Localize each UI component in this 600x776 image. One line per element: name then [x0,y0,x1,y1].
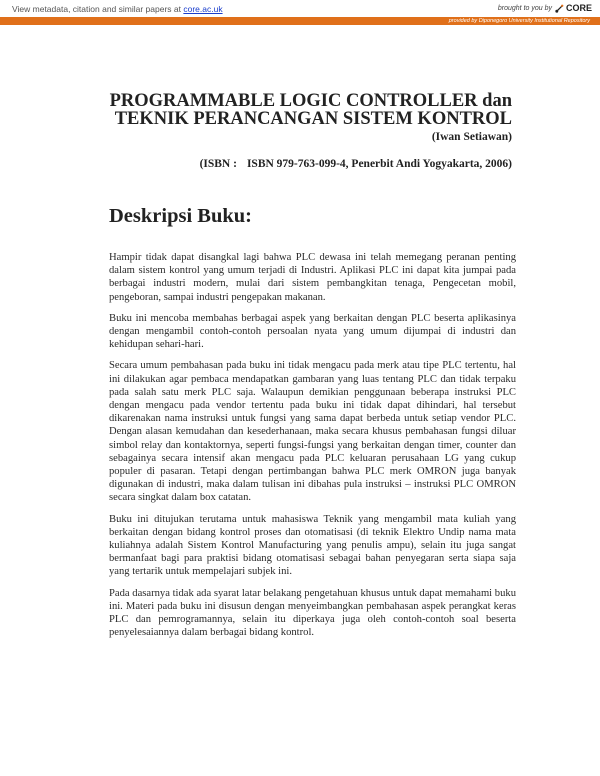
title-line-2: TEKNIK PERANCANGAN SISTEM KONTROL [114,109,512,129]
title-line-1: PROGRAMMABLE LOGIC CONTROLLER dan [109,91,512,111]
core-logo[interactable] [555,3,592,13]
description-body [109,251,516,647]
repository-band [0,17,600,25]
paragraph: Secara umum pembahasan pada buku ini tidak mengacu pada merk atau tipe PLC tertentu, hal ini dilakukan agar pembaca mendapatkan gambaran yang luas tentang PLC dan tidak terpaku pada salah satu merk PLC saja. Walaupun demikian penggunaan beberapa instruksi PLC dengan mengacu pada vendor tertentu pada buku ini tidak dapat dihindari, hal tersebut dikarenakan nama instruksi untuk fungsi yang sama dapat berbeda untuk setiap vendor PLC. Dengan alasan kemudahan dan kesederhanaan, maka secara khusus pembahasan fungsi diluar simbol relay dan kontaktornya, seperti fungsi-fungsi yang berkaitan dengan timer, counter dan sebagainya secara intensif akan mengacu pada PLC keluaran perusahaan LG yang cukup populer di pasaran. Tetapi dengan pertimbangan bahwa PLC merk OMRON juga banyak digunakan di industri, maka dalam tulisan ini dibahas pula instruksi – instruksi PLC OMRON secara singkat dalam box catatan. [109,360,516,504]
isbn-line [200,158,512,170]
core-logo-icon [555,4,564,13]
brought-to-you-by [498,3,592,13]
paragraph: Buku ini ditujukan terutama untuk mahasiswa Teknik yang mengambil mata kuliah yang berkaitan dengan bidang kontrol proses dan otomatisasi (di teknik Elektro Undip nama mata kuliahnya adalah Sistem Kontrol Manufacturing yang penulis ampu), selain itu juga sangat bermanfaat bagi para praktisi bidang otomatisasi sebagai bahan penyegaran serta siapa saja yang tertarik untuk mempelajari subjek ini. [109,513,516,578]
author: (Iwan Setiawan) [431,131,512,143]
core-logo-text: CORE [565,3,592,13]
isbn-label: (ISBN : [199,158,237,170]
metadata-notice [12,4,223,14]
isbn-value: ISBN 979-763-099-4, Penerbit Andi Yogyakarta, 2006) [246,158,512,170]
paragraph: Hampir tidak dapat disangkal lagi bahwa PLC dewasa ini telah memegang peranan penting dalam sistem kontrol yang umum terjadi di Industri. Aplikasi PLC ini dapat kita jumpai pada berbagai industri modern, mulai dari sistem pembangkitan tenaga, Pengecetan mobil, pengeboran, sampai industri pengepakan makanan. [109,252,516,303]
top-bar [0,0,600,16]
metadata-prefix: View metadata, citation and similar papers at [12,4,184,14]
section-heading: Deskripsi Buku: [109,205,252,227]
paragraph: Pada dasarnya tidak ada syarat latar belakang pengetahuan khusus untuk dapat memahami buku ini. Materi pada buku ini disusun dengan menyeimbangkan pembahasan aspek perangkat keras PLC dan pemrogramannya, selain itu diperkaya juga oleh contoh-contoh soal beserta penyelesaiannya dalam berbagai bidang kontrol. [109,587,516,639]
brought-by-text: brought to you by [497,4,552,12]
provided-by-text: provided by Diponegoro University Institutional Repository [448,18,590,24]
core-link[interactable]: core.ac.uk [183,4,223,14]
paragraph: Buku ini mencoba membahas berbagai aspek yang berkaitan dengan PLC beserta aplikasinya dengan mengambil contoh-contoh persoalan nyata yang umum dijumpai di industri dan kehidupan sehari-hari. [109,312,516,351]
